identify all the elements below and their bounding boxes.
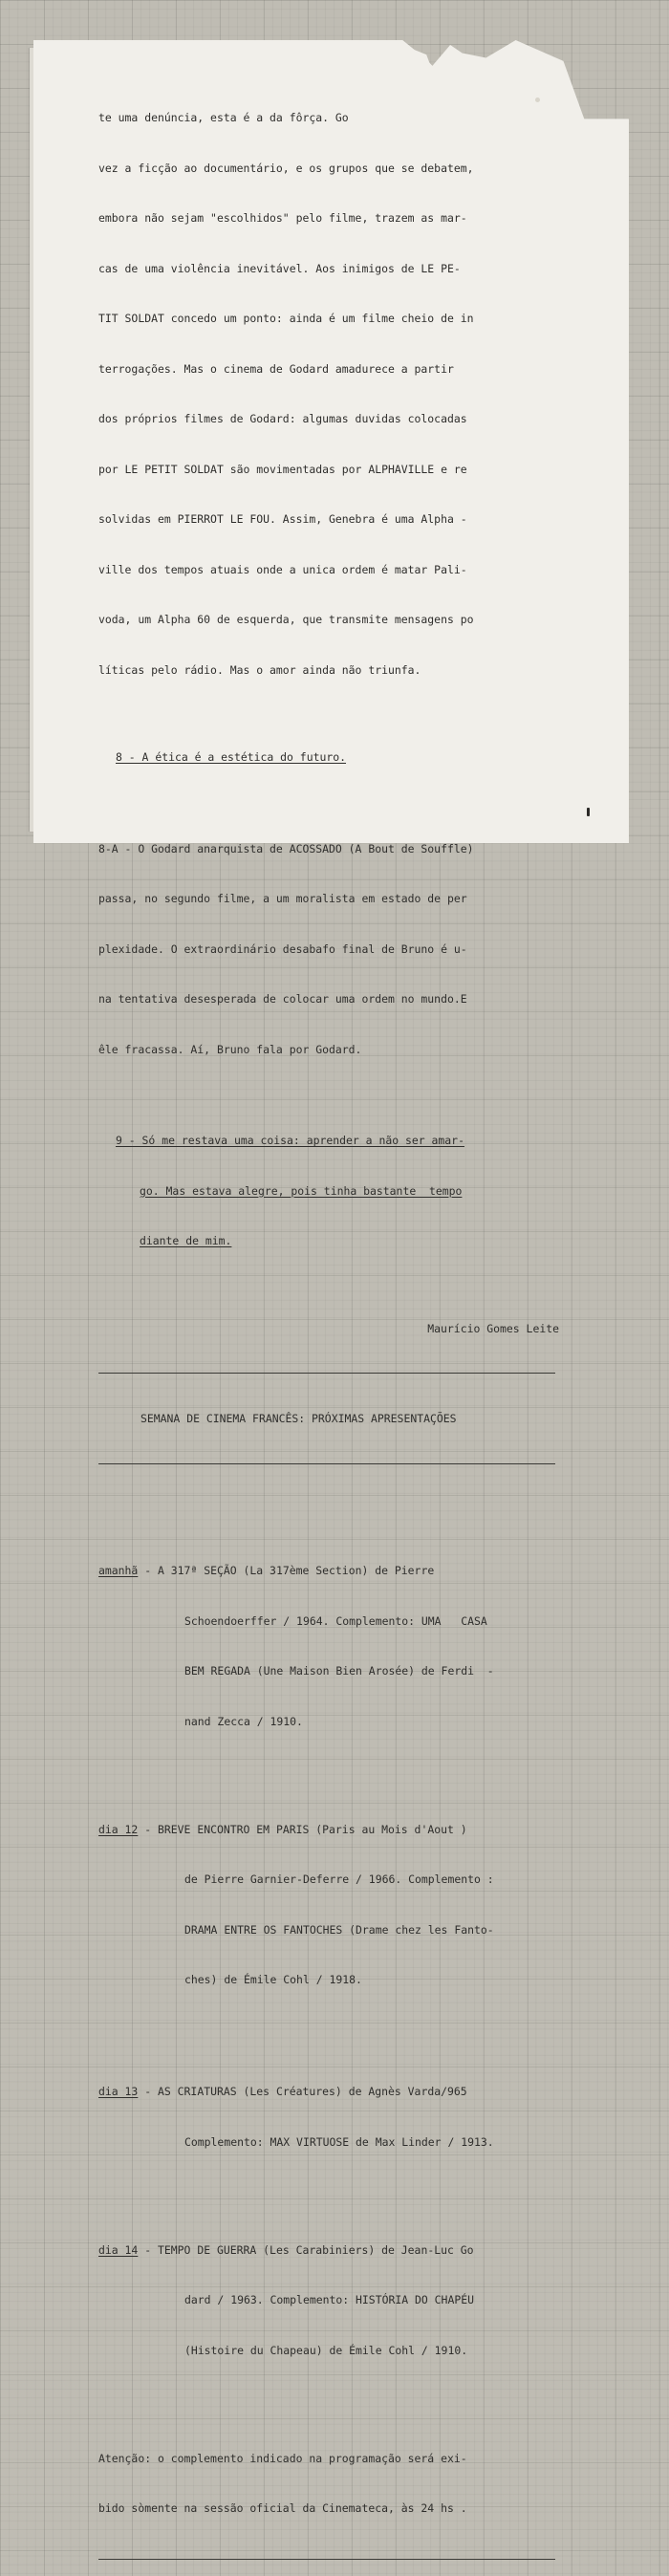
point-9-text: diante de mim. bbox=[140, 1234, 232, 1247]
schedule-text: AS CRIATURAS (Les Créatures) de Agnès Varda/965 bbox=[158, 2085, 467, 2098]
point-9-text: go. Mas estava alegre, pois tinha bastante tempo bbox=[140, 1183, 463, 1198]
essay-line: terrogações. Mas o cinema de Godard amadurece a partir bbox=[98, 361, 454, 376]
schedule-date: dia 12 bbox=[98, 1822, 139, 1836]
essay-line: embora não sejam "escolhidos" pelo filme, trazem as mar- bbox=[98, 211, 467, 225]
schedule-text: BREVE ENCONTRO EM PARIS (Paris au Mois d'Aout ) bbox=[158, 1822, 467, 1836]
essay-line: dos próprios filmes de Godard: algumas duvidas colocadas bbox=[98, 412, 467, 425]
divider-top bbox=[98, 1373, 555, 1374]
point-8a-line: 8-A - O Godard anarquista de ACOSSADO (A Bout de Souffle) bbox=[98, 841, 474, 855]
essay-line: TIT SOLDAT concedo um ponto: ainda é um filme cheio de in bbox=[98, 312, 474, 325]
point-8a-line: êle fracassa. Aí, Bruno fala por Godard. bbox=[98, 1042, 362, 1056]
schedule-title: SEMANA DE CINEMA FRANCÊS: PRÓXIMAS APRESENTAÇÕES bbox=[140, 1412, 457, 1425]
point-8 bbox=[98, 749, 569, 767]
schedule-entry-dia-12: dia 12 - BREVE ENCONTRO EM PARIS (Paris au Mois d'Aout ) bbox=[98, 1822, 467, 1836]
schedule-entry-dia-13: dia 13 - AS CRIATURAS (Les Créatures) de Agnès Varda/965 bbox=[98, 2085, 467, 2098]
point-9-line bbox=[98, 1233, 569, 1250]
essay-line: vez a ficção ao documentário, e os grupos que se debatem, bbox=[98, 161, 474, 175]
schedule-text: dard / 1963. Complemento: HISTÓRIA DO CHAPÉU bbox=[184, 2293, 474, 2306]
schedule-date: dia 14 bbox=[98, 2242, 139, 2257]
schedule-text: (Histoire du Chapeau) de Émile Cohl / 1910. bbox=[184, 2343, 468, 2357]
essay-line: ville dos tempos atuais onde a unica ordem é matar Pali- bbox=[98, 562, 467, 576]
schedule-text: de Pierre Garnier-Deferre / 1966. Complemento : bbox=[184, 1872, 494, 1886]
schedule-text: TEMPO DE GUERRA (Les Carabiniers) de Jean-Luc Go bbox=[158, 2242, 474, 2257]
notice-line: Atenção: o complemento indicado na programação será exi- bbox=[98, 2451, 467, 2465]
notice-line: bido sòmente na sessão oficial da Cinemateca, às 24 hs . bbox=[98, 2501, 467, 2515]
schedule-text: DRAMA ENTRE OS FANTOCHES (Drame chez les Fanto- bbox=[184, 1922, 494, 1937]
essay-line: líticas pelo rádio. Mas o amor ainda não triunfa. bbox=[98, 662, 421, 677]
schedule-date: dia 13 bbox=[98, 2085, 139, 2098]
point-8-text: 8 - A ética é a estética do futuro. bbox=[116, 750, 347, 764]
schedule-text: BEM REGADA (Une Maison Bien Arosée) de Ferdi - bbox=[184, 1664, 494, 1678]
essay-line: solvidas em PIERROT LE FOU. Assim, Genebra é uma Alpha - bbox=[98, 512, 467, 526]
essay-line: te uma denúncia, esta é a da fôrça. Go bbox=[98, 111, 349, 124]
divider-bottom bbox=[98, 2559, 555, 2560]
page-text bbox=[98, 76, 569, 2576]
ink-mark bbox=[587, 808, 590, 816]
point-9-text: 9 - Só me restava uma coisa: aprender a não ser amar- bbox=[116, 1134, 464, 1147]
point-9-line bbox=[98, 1183, 569, 1201]
schedule-date: amanhã bbox=[98, 1564, 139, 1577]
schedule-text: ches) de Émile Cohl / 1918. bbox=[184, 1973, 362, 1986]
point-9-line bbox=[98, 1133, 569, 1150]
point-8a-line: plexidade. O extraordinário desabafo final de Bruno é u- bbox=[98, 942, 467, 956]
essay-line: voda, um Alpha 60 de esquerda, que transmite mensagens po bbox=[98, 613, 474, 626]
schedule-entry-amanha: amanhã - A 317ª SEÇÃO (La 317ème Section) de Pierre bbox=[98, 1564, 435, 1577]
schedule-text: Complemento: MAX VIRTUOSE de Max Linder / 1913. bbox=[184, 2134, 494, 2149]
schedule-entry-dia-14: dia 14 - TEMPO DE GUERRA (Les Carabiniers) de Jean-Luc Go bbox=[98, 2242, 474, 2257]
point-8a-line: passa, no segundo filme, a um moralista em estado de per bbox=[98, 892, 467, 905]
essay-line: por LE PETIT SOLDAT são movimentadas por ALPHAVILLE e re bbox=[98, 462, 467, 476]
schedule-text: A 317ª SEÇÃO (La 317ème Section) de Pierre bbox=[158, 1564, 435, 1577]
schedule-text: nand Zecca / 1910. bbox=[184, 1714, 303, 1728]
schedule-text: Schoendoerffer / 1964. Complemento: UMA CASA bbox=[184, 1613, 487, 1628]
point-8a-line: na tentativa desesperada de colocar uma ordem no mundo.E bbox=[98, 992, 467, 1006]
essay-line: cas de uma violência inevitável. Aos inimigos de LE PE- bbox=[98, 261, 461, 275]
divider-mid bbox=[98, 1463, 555, 1464]
author-signature: Maurício Gomes Leite bbox=[427, 1321, 559, 1335]
